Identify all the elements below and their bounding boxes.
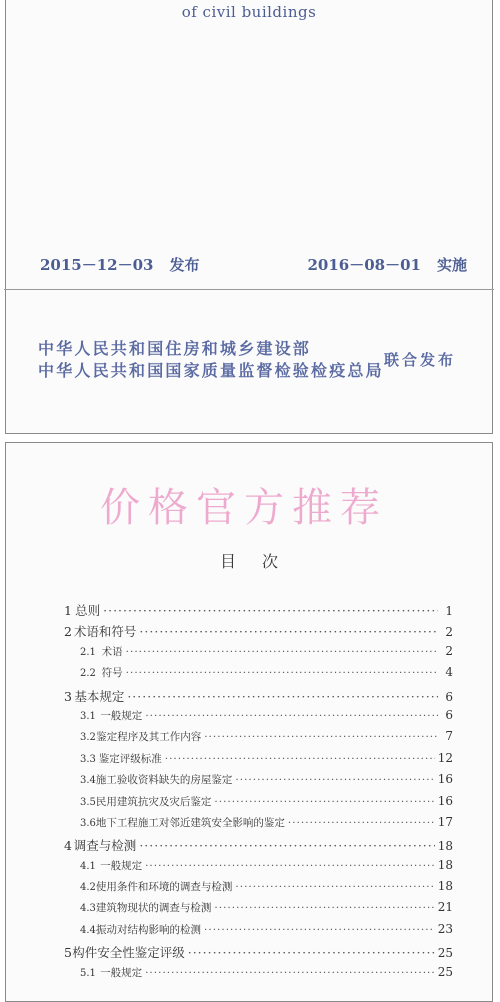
toc-leader <box>204 731 438 743</box>
toc-page-number: 2 <box>445 625 453 640</box>
toc-leader <box>235 774 434 786</box>
toc-leader <box>139 624 438 639</box>
toc-section <box>64 815 453 836</box>
toc-leader <box>145 967 435 979</box>
issuer-ministry: 中华人民共和国住房和城乡建设部 <box>38 339 312 358</box>
toc-leader <box>127 689 438 704</box>
toc-page-number: 18 <box>437 839 453 854</box>
toc-label: 一般规定 <box>100 859 143 872</box>
toc-page-number: 6 <box>445 689 453 704</box>
toc-label: 一般规定 <box>100 966 143 979</box>
toc-leader <box>139 838 434 853</box>
toc-number: 5.1 <box>80 967 96 979</box>
toc-number: 3.2 <box>80 732 96 744</box>
cover-english-subtitle: of civil buildings <box>181 3 317 21</box>
toc-chapter <box>64 943 453 964</box>
toc-page-number: 25 <box>437 964 453 979</box>
toc-label: 一般规定 <box>100 709 143 722</box>
toc-page-number: 16 <box>437 772 453 787</box>
toc-chapter <box>64 622 453 643</box>
toc-chapter <box>64 836 453 857</box>
toc-section <box>64 794 453 815</box>
toc-leader <box>145 860 435 872</box>
toc-leader <box>165 753 435 765</box>
issue-verb: 发布 <box>169 256 200 274</box>
toc-number: 3.1 <box>80 710 96 722</box>
toc-number: 3.4 <box>80 775 96 787</box>
toc-number: 4.4 <box>80 924 96 936</box>
toc-label: 鉴定评级标准 <box>98 752 162 765</box>
toc-section <box>64 858 453 879</box>
toc-section <box>64 751 453 772</box>
toc-page-number: 25 <box>437 946 453 961</box>
impl-verb: 实施 <box>436 256 467 274</box>
toc-number: 3.6 <box>80 817 96 829</box>
toc-label: 振动对结构影响的检测 <box>96 923 202 936</box>
toc-number: 5 <box>64 945 72 961</box>
toc-number: 2.2 <box>80 668 96 680</box>
toc-label: 术语和符号 <box>73 624 137 640</box>
toc-label: 民用建筑抗灾及灾后鉴定 <box>95 795 212 808</box>
toc-chapter <box>64 687 453 708</box>
issue-date <box>40 254 200 275</box>
toc-page-number: 1 <box>445 604 453 618</box>
toc-section <box>64 900 453 921</box>
joint-issue-label: 联合发布 <box>384 351 457 369</box>
toc-label: 施工验收资料缺失的房屋鉴定 <box>95 774 233 787</box>
toc-page-number: 16 <box>437 793 453 808</box>
toc-page-number: 12 <box>437 750 453 765</box>
toc-leader <box>214 902 434 914</box>
toc-leader <box>126 646 438 658</box>
toc-leader <box>188 945 435 960</box>
toc-page-number: 18 <box>437 857 453 872</box>
toc-section <box>64 644 453 665</box>
toc-label: 地下工程施工对邻近建筑安全影响的鉴定 <box>95 816 285 829</box>
toc-label: 调查与检测 <box>73 838 137 854</box>
toc-chapter <box>64 601 453 622</box>
toc-list <box>64 601 453 986</box>
implementation-date <box>307 254 467 275</box>
toc-number: 4.2 <box>80 882 96 894</box>
toc-label: 鉴定程序及其工作内容 <box>96 731 202 744</box>
toc-label: 建筑物现状的调查与检测 <box>95 902 212 915</box>
issue-date-value: 2015－12－03 <box>40 256 154 274</box>
toc-number: 2.1 <box>80 646 96 658</box>
toc-label: 符号 <box>101 667 123 680</box>
toc-page-number: 7 <box>445 729 453 744</box>
impl-date-value: 2016－08－01 <box>307 256 421 274</box>
toc-page-number: 23 <box>437 921 453 936</box>
toc-leader <box>204 924 435 936</box>
toc-section <box>64 729 453 750</box>
toc-number: 1 <box>64 603 72 618</box>
toc-leader <box>126 667 438 679</box>
cover-page <box>5 0 493 434</box>
toc-section <box>64 922 453 943</box>
toc-page-number: 6 <box>445 707 453 722</box>
toc-leader <box>145 710 438 722</box>
toc-page-number: 21 <box>437 900 453 915</box>
toc-section <box>64 708 453 729</box>
toc-section <box>64 772 453 793</box>
toc-number: 4.1 <box>80 860 96 872</box>
toc-label: 基本规定 <box>74 688 125 704</box>
issuer-aqsiq: 中华人民共和国国家质量监督检验检疫总局 <box>38 361 384 380</box>
toc-leader <box>288 817 435 829</box>
toc-leader <box>103 603 438 618</box>
toc-section <box>64 665 453 686</box>
toc-number: 3.5 <box>80 796 96 808</box>
watermark: 价格官方推荐 <box>100 485 388 531</box>
toc-number: 2 <box>64 624 72 640</box>
toc-page-number: 2 <box>445 643 453 658</box>
toc-label: 构件安全性鉴定评级 <box>72 945 185 961</box>
toc-label: 使用条件和环境的调查与检测 <box>95 881 233 894</box>
toc-leader <box>235 881 434 893</box>
toc-number: 3.3 <box>80 753 96 765</box>
toc-title: 目次 <box>219 552 304 571</box>
toc-section <box>64 879 453 900</box>
toc-number: 4.3 <box>80 903 96 915</box>
toc-section <box>64 965 453 986</box>
toc-label: 总则 <box>75 603 101 618</box>
toc-number: 3 <box>64 688 72 704</box>
toc-page <box>5 442 493 1002</box>
toc-page-number: 17 <box>437 814 453 829</box>
issuing-authorities <box>38 338 384 382</box>
toc-page-number: 18 <box>437 879 453 894</box>
cover-divider <box>4 289 494 290</box>
toc-label: 术语 <box>101 645 123 658</box>
toc-page-number: 4 <box>445 665 453 680</box>
toc-leader <box>214 796 434 808</box>
toc-number: 4 <box>64 838 72 854</box>
